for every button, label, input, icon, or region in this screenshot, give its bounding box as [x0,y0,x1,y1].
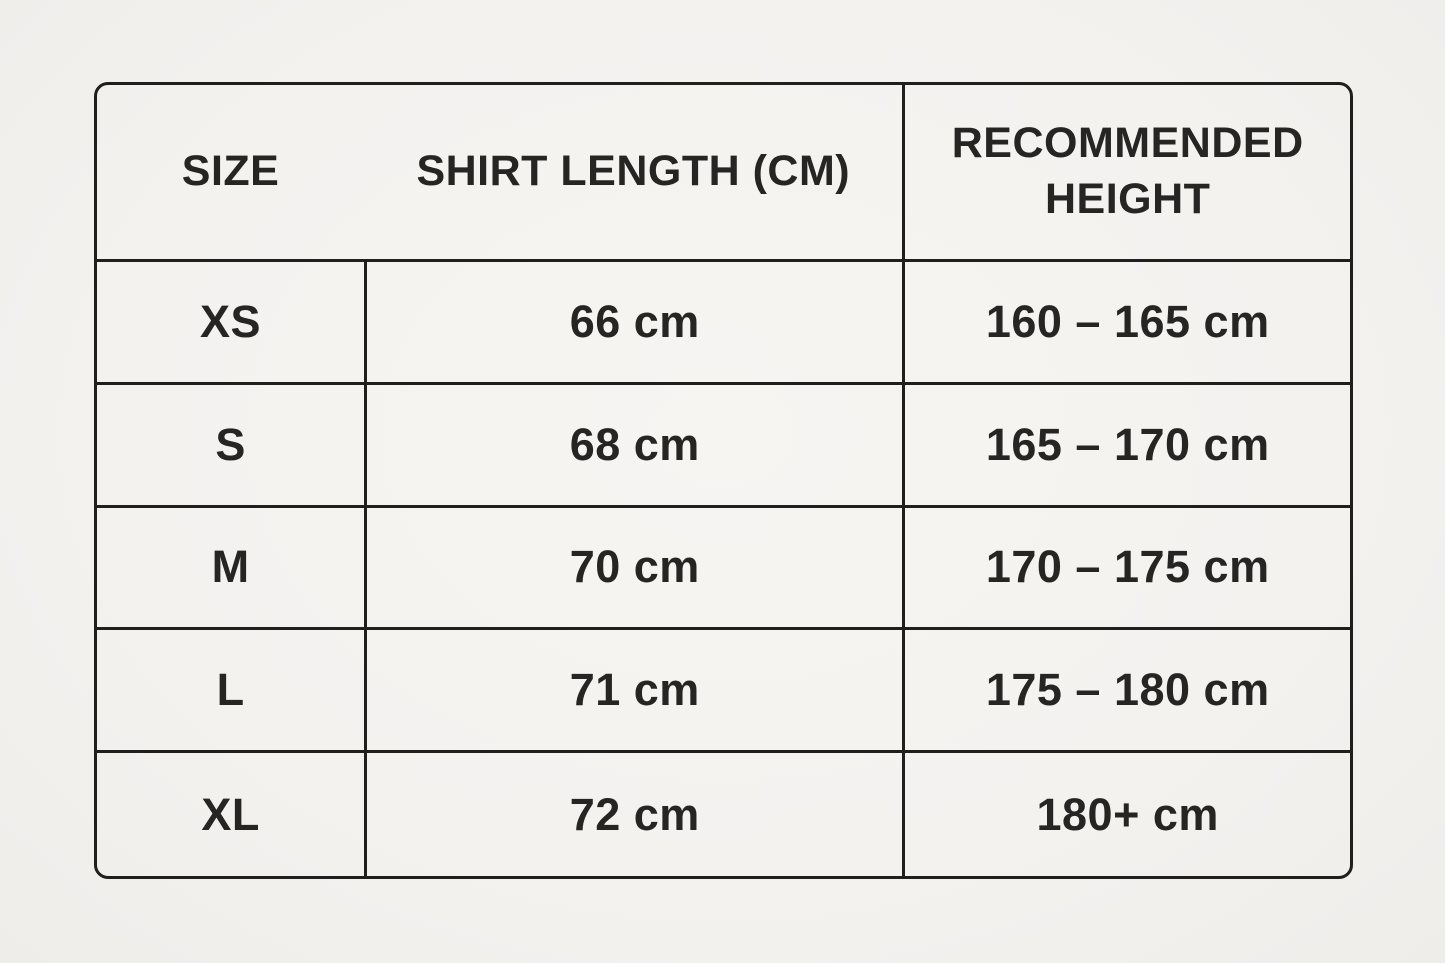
column-header-recommended-height: RECOMMENDED HEIGHT [902,85,1350,262]
shirt-length-cell: 70 cm [364,508,902,631]
recommended-height-cell: 180+ cm [902,753,1350,876]
column-header-shirt-length: SHIRT LENGTH (CM) [364,85,902,262]
size-cell: S [97,385,364,508]
size-cell: L [97,630,364,753]
shirt-length-cell: 72 cm [364,753,902,876]
column-header-size: SIZE [97,85,364,262]
size-cell: XL [201,788,260,840]
size-chart-table [94,82,1353,879]
shirt-length-cell: 68 cm [364,385,902,508]
shirt-length-cell: 71 cm [364,630,902,753]
shirt-length-cell: 66 cm [364,262,902,385]
recommended-height-cell: 160 – 165 cm [902,262,1350,385]
recommended-height-cell: 170 – 175 cm [902,508,1350,631]
recommended-height-cell: 165 – 170 cm [902,385,1350,508]
size-cell: XS [97,262,364,385]
size-cell: M [97,508,364,631]
recommended-height-cell: 175 – 180 cm [902,630,1350,753]
